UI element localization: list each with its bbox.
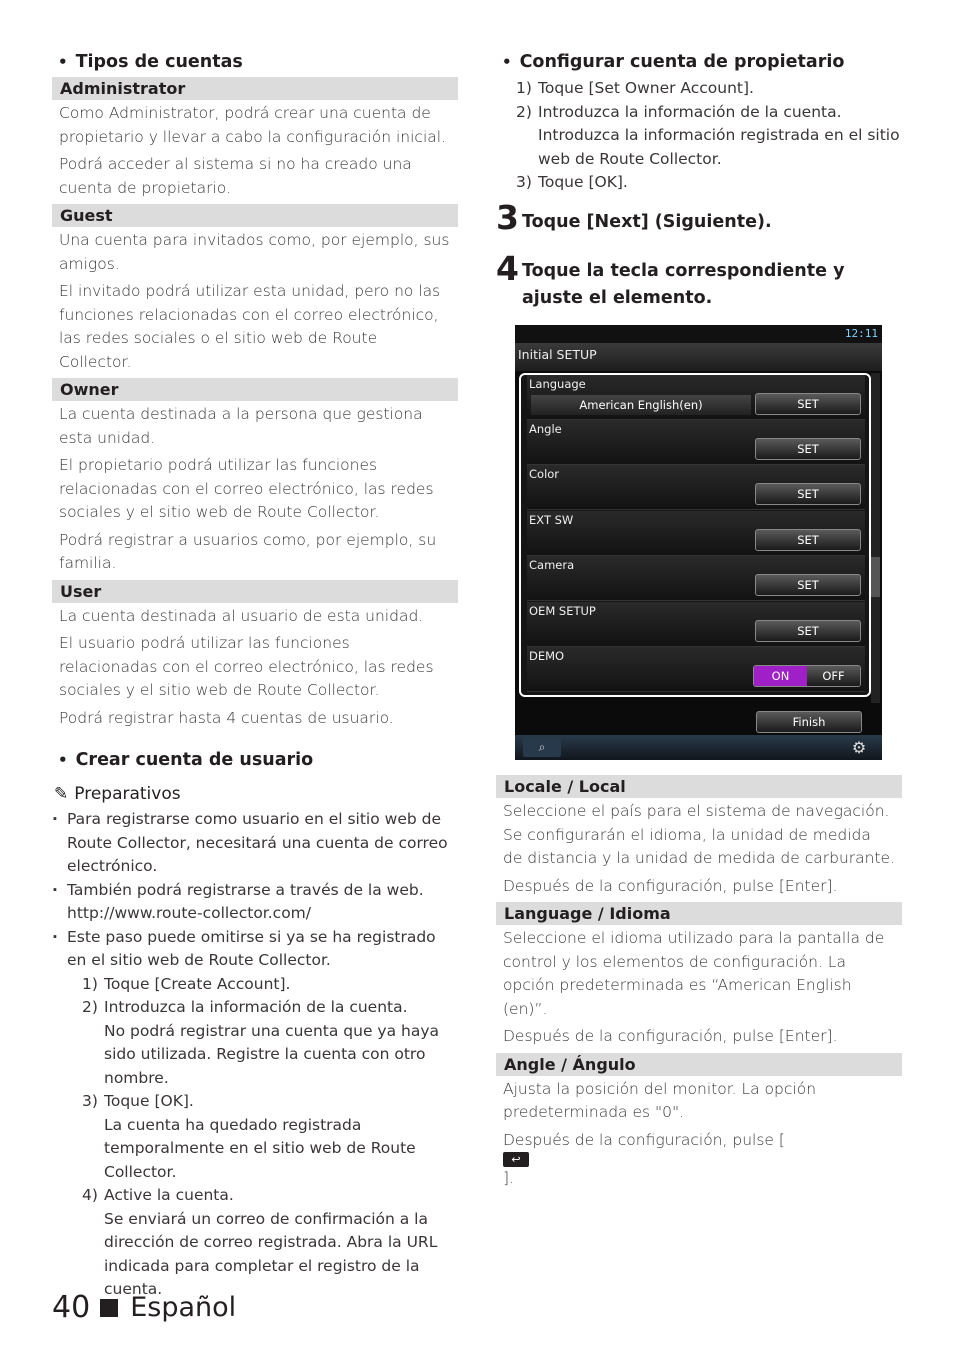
step-item: 1) Toque [Set Owner Account]. [516, 79, 754, 97]
section-title-2: Crear cuenta de usuario [75, 750, 314, 770]
section-heading: • Tipos de cuentas [58, 52, 243, 72]
owner-steps-list [494, 77, 902, 195]
right-lower-column [496, 775, 902, 1195]
administrator-text: Como Administrator, podrá crear una cuenta de propietario y llevar a cabo la configuración inicial. [59, 104, 446, 146]
locale-text: Seleccione el país para el sistema de navegación. Se configurarán el idioma, la unidad de medida de distancia y la unidad de medida de carburante. [503, 802, 896, 867]
user-text-3: Podrá registrar hasta 4 cuentas de usuario. [59, 708, 394, 727]
clock: 12:11 [844, 327, 878, 340]
demo-off-button[interactable]: OFF [807, 666, 860, 686]
section-title: Tipos de cuentas [75, 52, 243, 72]
oem-setup-row: OEM SETUP SET [527, 602, 865, 647]
back-icon: ↩ [503, 1152, 529, 1167]
step-item: 3) Toque [OK]. [516, 173, 628, 191]
user-text: La cuenta destinada al usuario de esta unidad. [59, 606, 424, 625]
angle-row: Angle SET [527, 420, 865, 465]
left-column [52, 50, 458, 1302]
demo-row: DEMO ON OFF [527, 647, 865, 692]
preparation-list [52, 808, 458, 973]
demo-on-button[interactable]: ON [754, 666, 807, 686]
scrollbar[interactable] [871, 373, 880, 703]
owner-text-3: Podrá registrar a usuarios como, por ejemplo, su familia. [59, 530, 437, 572]
footer-language: Español [130, 1292, 237, 1323]
guest-heading: Guest [52, 204, 458, 227]
color-row: Color SET [527, 465, 865, 510]
navigation-icon[interactable]: ⌕ [523, 738, 561, 757]
language-heading: Language / Idioma [496, 902, 902, 925]
scrollbar-thumb[interactable] [871, 557, 880, 597]
title-bar [515, 343, 882, 371]
right-column [496, 50, 902, 312]
preparation-heading: ✎ Preparativos [54, 784, 181, 804]
status-bar [515, 325, 882, 343]
step-3: 3 Toque [Next] (Siguiente). [496, 197, 772, 237]
step-item: 1) Toque [Create Account]. [82, 974, 291, 993]
user-text-2: El usuario podrá utilizar las funciones relacionadas con el correo electrónico, las redes sociales y el sitio web de Route Collector. [59, 634, 434, 699]
step-item: 3) Toque [OK]. La cuenta ha quedado registrada temporalmente en el sitio web de Route Collector. [82, 1092, 416, 1181]
list-item: · Para registrarse como usuario en el sitio web de Route Collector, necesitará una cuenta de correo electrónico. [52, 808, 458, 879]
list-item: · Este paso puede omitirse si ya se ha registrado en el sitio web de Route Collector. [52, 926, 458, 973]
step-item: 4) Active la cuenta. Se enviará un correo de confirmación a la dirección de correo registrada. Abra la URL indicada para completar el registro de la cuenta. [82, 1186, 438, 1298]
language-set-button[interactable]: SET [755, 393, 861, 415]
screen-title: Initial SETUP [518, 347, 597, 362]
list-item: · También podrá registrarse a través de la web. http://www.route-collector.com/ [52, 879, 458, 926]
owner-text: La cuenta destinada a la persona que gestiona esta unidad. [59, 405, 423, 447]
angle-set-button[interactable]: SET [755, 438, 861, 460]
language-text-2: Después de la configuración, pulse [Enter]. [503, 1027, 838, 1045]
ext-sw-row: EXT SW SET [527, 511, 865, 556]
demo-toggle[interactable] [753, 665, 861, 687]
device-screenshot [515, 325, 882, 760]
finish-button[interactable]: Finish [756, 711, 862, 733]
language-text: Seleccione el idioma utilizado para la pantalla de control y los elementos de configuración. La opción predeterminada es “American English (en)”. [503, 929, 885, 1018]
ext-sw-set-button[interactable]: SET [755, 529, 861, 551]
page-number: 40 [52, 1290, 91, 1325]
language-value: American English(en) [531, 395, 751, 415]
guest-text-2: El invitado podrá utilizar esta unidad, pero no las funciones relacionadas con el correo electrónico, las redes sociales o el sitio web de Route Collector. [59, 282, 441, 371]
step-4: 4 Toque la tecla correspondiente y ajuste el elemento. [496, 248, 845, 308]
user-heading: User [52, 580, 458, 603]
settings-panel [519, 373, 871, 697]
page-footer [52, 1290, 236, 1325]
section-heading-2: • Crear cuenta de usuario [58, 750, 314, 770]
administrator-heading: Administrator [52, 77, 458, 100]
angle-text-2: Después de la configuración, pulse [ ↩ ]. [503, 1130, 785, 1187]
gear-icon[interactable]: ⚙ [851, 738, 867, 757]
pencil-icon: ✎ [54, 784, 69, 804]
owner-section-heading: • Configurar cuenta de propietario [502, 52, 845, 72]
angle-heading: Angle / Ángulo [496, 1053, 902, 1076]
owner-text-2: El propietario podrá utilizar las funciones relacionadas con el correo electrónico, las redes sociales y el sitio web de Route Collector. [59, 456, 434, 521]
camera-set-button[interactable]: SET [755, 574, 861, 596]
step-item: 2) Introduzca la información de la cuenta. Introduzca la información registrada en el sitio web de Route Collector. [516, 102, 900, 168]
guest-text: Una cuenta para invitados como, por ejemplo, sus amigos. [59, 231, 450, 273]
owner-heading: Owner [52, 378, 458, 401]
color-set-button[interactable]: SET [755, 483, 861, 505]
administrator-text-2: Podrá acceder al sistema si no ha creado una cuenta de propietario. [59, 155, 412, 197]
create-steps-list [60, 973, 458, 1302]
angle-text: Ajusta la posición del monitor. La opción predeterminada es "0". [503, 1079, 817, 1121]
locale-text-2: Después de la configuración, pulse [Enter]. [503, 876, 838, 895]
bottom-bar [515, 735, 882, 760]
square-icon [100, 1299, 118, 1317]
locale-heading: Locale / Local [496, 775, 902, 798]
camera-row: Camera SET [527, 556, 865, 601]
oem-setup-set-button[interactable]: SET [755, 620, 861, 642]
language-row: Language American English(en) SET [527, 375, 865, 420]
step-item: 2) Introduzca la información de la cuenta. No podrá registrar una cuenta que ya haya sido utilizada. Registre la cuenta con otro nombre. [82, 998, 439, 1087]
